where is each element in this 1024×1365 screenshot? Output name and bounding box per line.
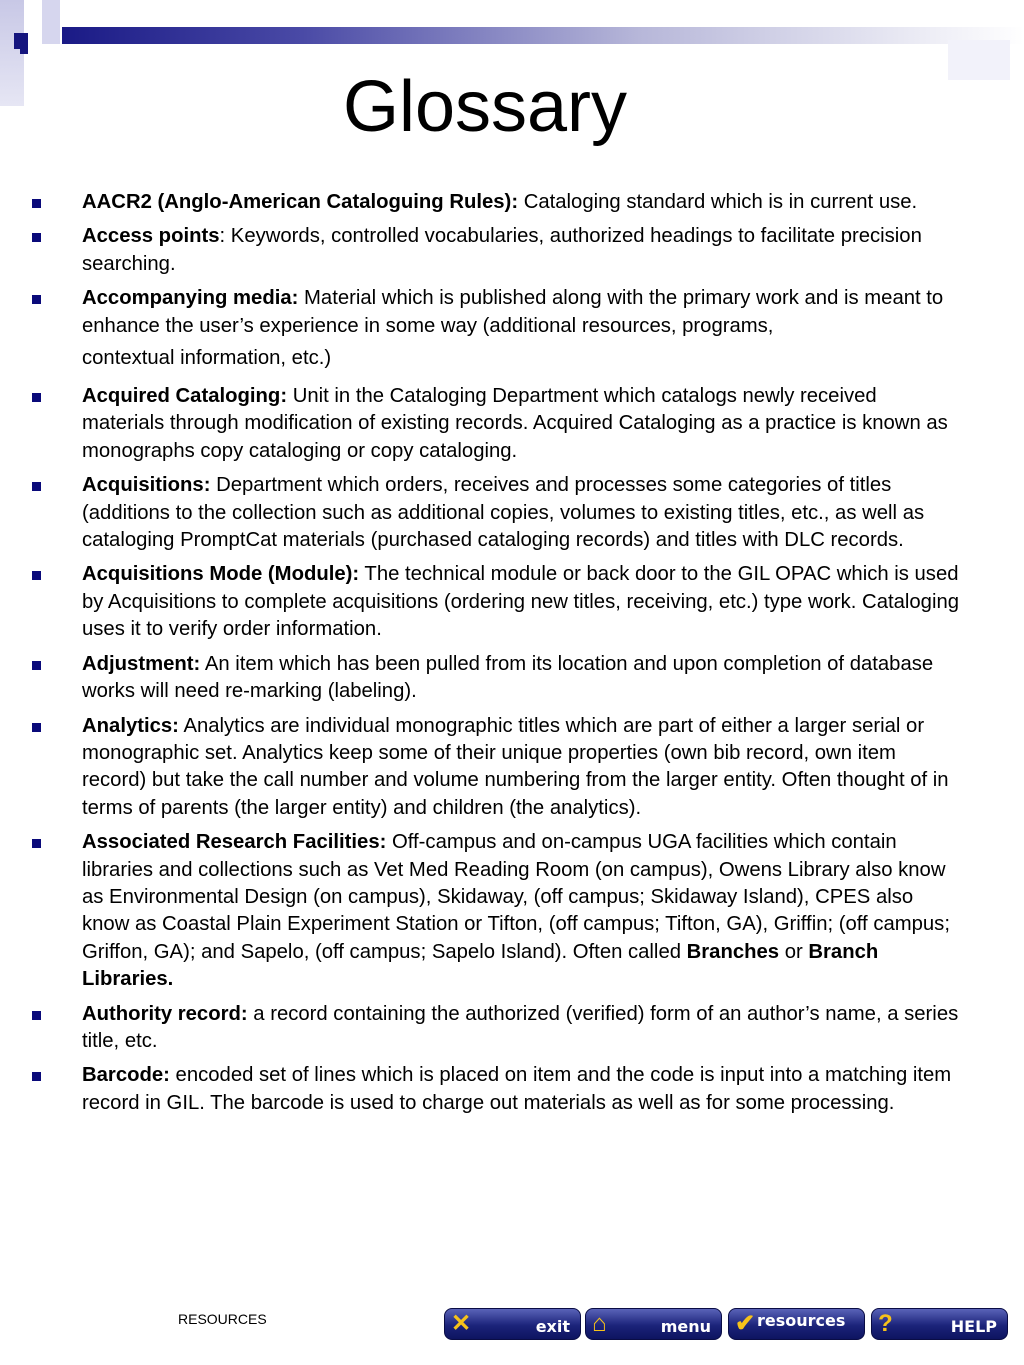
glossary-entry [30, 713, 960, 823]
entry-definition: encoded set of lines which is placed on item and the code is input into a matching item record in GIL. The barcode is used to charge out materials as well as for some processing. [82, 1064, 952, 1114]
glossary-list [30, 189, 960, 1124]
x-icon: ✕ [451, 1310, 472, 1337]
entry-term: Adjustment: [82, 652, 201, 675]
bullet-square-icon [32, 295, 41, 304]
glossary-entry [30, 651, 960, 706]
entry-definition-continued: contextual information, etc.) [82, 347, 332, 370]
question-icon: ? [878, 1310, 893, 1337]
bullet-square-icon [32, 233, 41, 242]
resources-button-label: resources [757, 1311, 846, 1330]
glossary-entry [30, 561, 960, 643]
bullet-square-icon [32, 199, 41, 208]
page-title: Glossary [342, 67, 628, 147]
entry-term: Associated Research Facilities: [82, 831, 387, 854]
glossary-entry [30, 285, 960, 376]
bullet-square-icon [32, 1011, 41, 1020]
bullet-square-icon [32, 482, 41, 491]
menu-button[interactable] [585, 1308, 722, 1340]
bullet-square-icon [32, 571, 41, 580]
entry-definition: Analytics are individual monographic titles which are part of either a larger serial or monographic set. Analytics keep some of their unique properties (own bib record, own item record) but take the call number and volume numbering from the larger entity. Often thought of in terms of parents (the larger entity) and children (the analytics). [82, 714, 949, 819]
bullet-square-icon [32, 661, 41, 670]
help-button[interactable] [871, 1308, 1008, 1340]
entry-term: Acquisitions Mode (Module): [82, 563, 360, 586]
entry-definition: Material which is published along with the primary work and is meant to enhance the user’s experience in some way (additional resources, programs, [82, 287, 944, 337]
bullet-square-icon [32, 723, 41, 732]
footer-label: RESOURCES [178, 1311, 267, 1327]
glossary-entry [30, 223, 960, 278]
entry-term: Barcode: [82, 1064, 170, 1087]
glossary-entry [30, 1062, 960, 1117]
entry-definition: a record containing the authorized (verified) form of an author’s name, a series title, etc. [82, 1002, 959, 1052]
header-gradient-bar [62, 27, 1024, 44]
corner-decoration-strip [42, 0, 60, 44]
exit-button[interactable] [444, 1308, 581, 1340]
corner-square-small [20, 46, 28, 54]
entry-definition: An item which has been pulled from its location and upon completion of database works will need re-marking (labeling). [82, 652, 934, 703]
entry-term: Acquisitions: [82, 474, 211, 497]
bullet-square-icon [32, 393, 41, 402]
glossary-entry [30, 383, 960, 465]
bullet-square-icon [32, 839, 41, 848]
resources-button[interactable] [728, 1308, 865, 1340]
entry-term: Analytics: [82, 714, 179, 737]
glossary-entry [30, 189, 960, 216]
checkmark-icon: ✔ [735, 1310, 756, 1337]
entry-term: Acquired Cataloging: [82, 385, 288, 408]
entry-term: Authority record: [82, 1002, 248, 1025]
bullet-square-icon [32, 1072, 41, 1081]
menu-button-label: menu [660, 1317, 711, 1336]
entry-term: AACR2 (Anglo-American Cataloguing Rules): [82, 191, 519, 213]
entry-definition: Cataloging standard which is in current use. [518, 191, 918, 213]
glossary-entry [30, 472, 960, 554]
glossary-entry [30, 829, 960, 993]
entry-connector: or [779, 940, 809, 963]
entry-definition: Off-campus and on-campus UGA facilities which contain libraries and collections such as Vet Med Reading Room (on campus), Owens Library also know as Environmental Design (on campus), Skidaway, (off campus; Skidaway Island), CPES also know as Coastal Plain Experiment Station or Tifton, (off campus; Tifton, GA), Griffin; (off campus; Griffon, GA); and Sapelo, (off campus; Sapelo Island). Often called [82, 831, 950, 963]
entry-bold-text: Branches [686, 940, 780, 963]
entry-definition: : Keywords, controlled vocabularies, authorized headings to facilitate precision searching. [82, 225, 922, 275]
entry-definition: The technical module or back door to the GIL OPAC which is used by Acquisitions to complete acquisitions (ordering new titles, receiving, etc.) type work. Cataloging uses it to verify order information. [82, 563, 960, 641]
glossary-entry [30, 1001, 960, 1056]
entry-term: Access points [82, 225, 220, 248]
entry-bold-text: Branch Libraries. [82, 940, 879, 991]
help-button-label: HELP [950, 1317, 997, 1336]
house-icon: ⌂ [592, 1310, 607, 1337]
entry-term: Accompanying media: [82, 287, 299, 310]
entry-definition: Department which orders, receives and processes some categories of titles (additions to the collection such as additional copies, volumes to existing titles, etc., as well as cataloging PromptCat materials (purchased cataloging records) and titles with DLC records. [82, 474, 925, 552]
entry-definition: Unit in the Cataloging Department which catalogs newly received materials through modification of existing records. Acquired Cataloging as a practice is known as monographs copy cataloging or copy cataloging. [82, 385, 948, 462]
exit-button-label: exit [535, 1317, 570, 1336]
